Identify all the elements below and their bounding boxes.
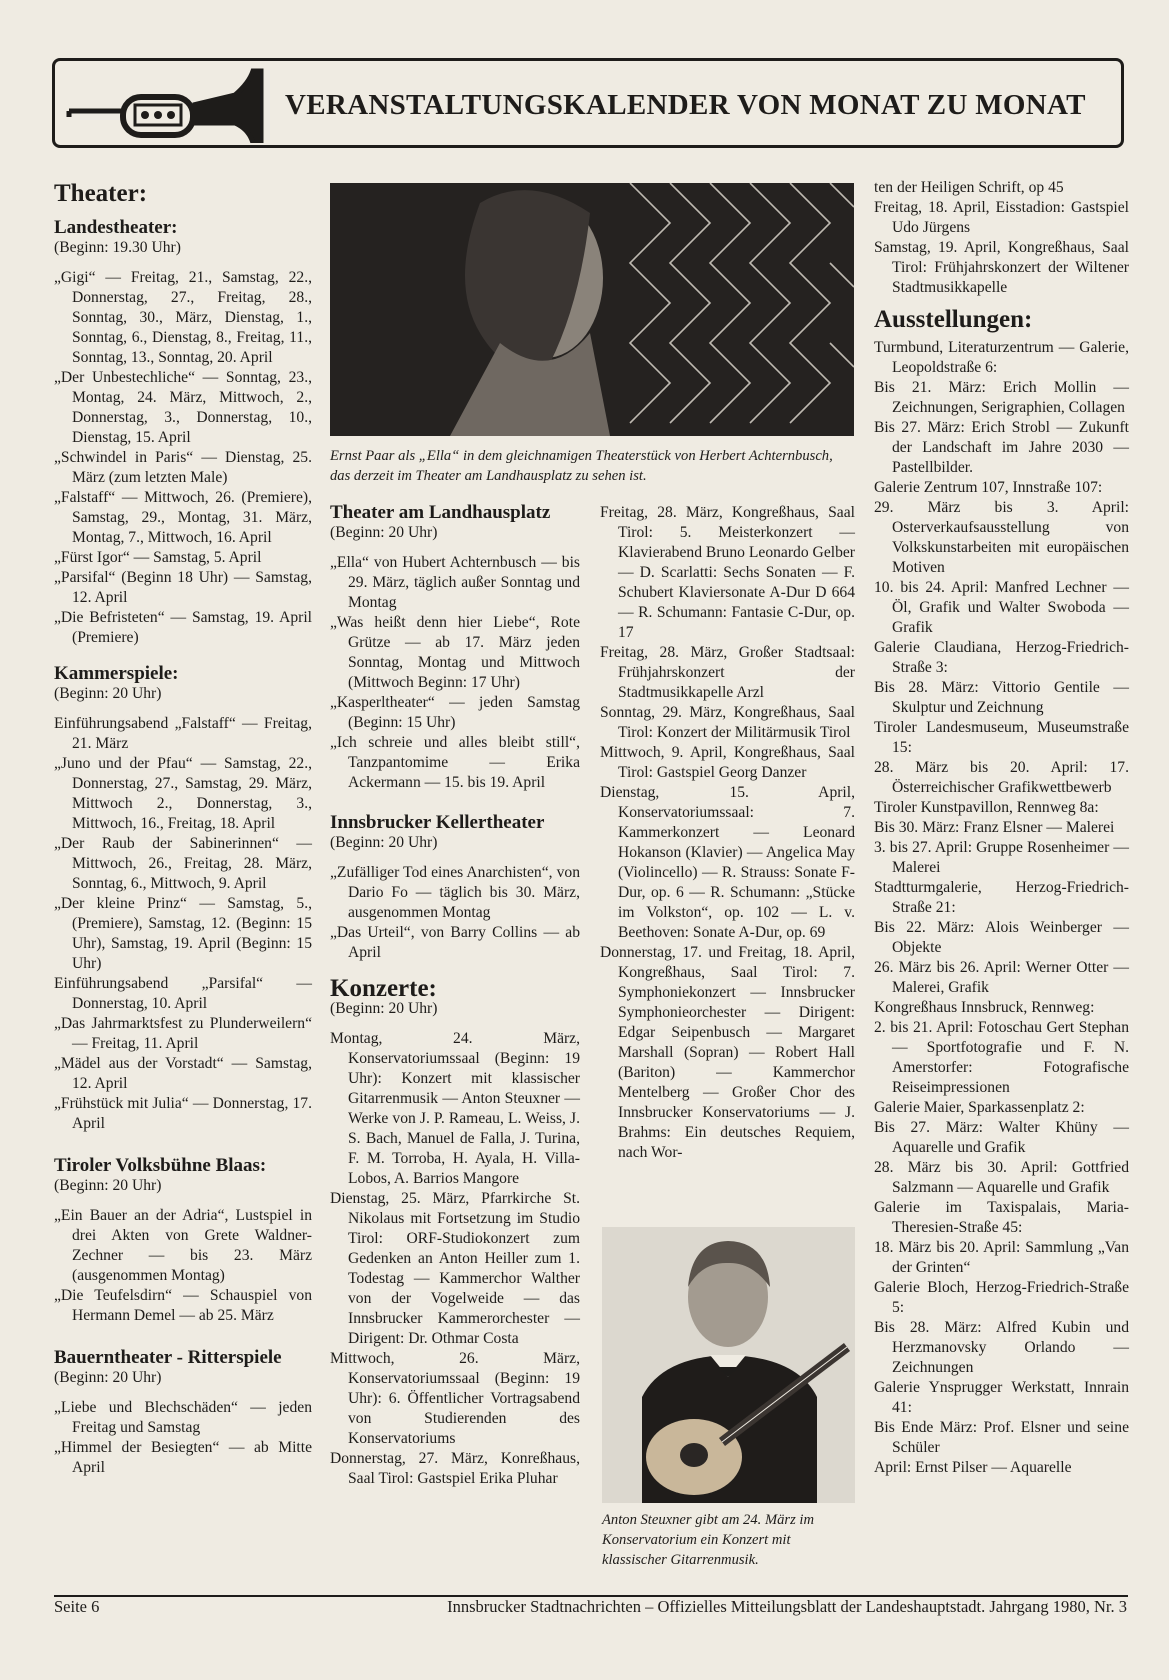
exhibition-entry: 28. März bis 30. April: Gottfried Salzmann — Aquarelle und Grafik bbox=[874, 1159, 1129, 1196]
concert-entry: Freitag, 28. März, Kongreßhaus, Saal Tirol: 5. Meisterkonzert — Klavierabend Bruno Leonardo Gelber — D. Scarlatti: Sechs Sonaten — F. Schubert Klaviersonate A-Dur D 664 — R. Schumann: Fantasie C-Dur, op. 17 bbox=[600, 504, 855, 641]
venue-kellertheater: Innsbrucker Kellertheater bbox=[330, 812, 545, 833]
concert-entry: Donnerstag, 17. und Freitag, 18. April, Kongreßhaus, Saal Tirol: 7. Symphoniekonzert — Innsbrucker Symphonieorchester — Dirigent: Edgar Seipenbusch — Margaret Marshall (Sopran) — Robert Hall (Bariton) — Kammerchor Mentelberg — Großer Chor des Innsbrucker Konservatoriums — J. Brahms: Ein deutsches Requiem, nach Wor- bbox=[600, 944, 855, 1161]
exhibition-entry: Tiroler Kunstpavillon, Rennweg 8a: bbox=[874, 799, 1099, 816]
venue-note: (Beginn: 20 Uhr) bbox=[54, 685, 162, 702]
venue-bauerntheater: Bauerntheater - Ritterspiele bbox=[54, 1347, 282, 1368]
event-entry: „Kasperltheater“ — jeden Samstag (Beginn: 15 Uhr) bbox=[330, 694, 580, 731]
exhibition-entry: Bis Ende März: Prof. Elsner und seine Schüler bbox=[874, 1419, 1129, 1456]
theater-photo-image bbox=[330, 183, 854, 436]
exhibition-entry: Bis 30. März: Franz Elsner — Malerei bbox=[874, 819, 1115, 836]
event-entry: „Das Urteil“, von Barry Collins — ab April bbox=[330, 924, 580, 961]
event-entry: „Ich schreie und alles bleibt still“, Tanzpantomime — Erika Ackermann — 15. bis 19. April bbox=[330, 734, 580, 791]
concert-entry: Freitag, 28. März, Großer Stadtsaal: Frühjahrskonzert der Stadtmusikkapelle Arzl bbox=[600, 644, 855, 701]
concert-entry: Dienstag, 15. April, Konservatoriumssaal: 7. Kammerkonzert — Leonard Hokanson (Klavier) — Angelica May (Violincello) — R. Strauss: Sonate F-Dur, op. 6 — R. Schumann: „Stücke im Volkston“, op. 102 — L. v. Beethoven: Sonate A-Dur, op. 69 bbox=[600, 784, 855, 941]
section-heading-konzerte: Konzerte: bbox=[330, 975, 437, 1002]
section-heading-ausstellungen: Ausstellungen: bbox=[874, 306, 1033, 333]
exhibition-entry: 3. bis 27. April: Gruppe Rosenheimer — Malerei bbox=[874, 839, 1129, 876]
event-entry: „Der Raub der Sabinerinnen“ — Mittwoch, 26., Freitag, 28. März, Sonntag, 6., Mittwoch, 9. April bbox=[54, 835, 312, 892]
event-entry: „Fürst Igor“ — Samstag, 5. April bbox=[54, 549, 262, 566]
exhibition-entry: Galerie Maier, Sparkassenplatz 2: bbox=[874, 1099, 1085, 1116]
event-entry: Einführungsabend „Falstaff“ — Freitag, 21. März bbox=[54, 715, 312, 752]
event-entry: „Liebe und Blechschäden“ — jeden Freitag und Samstag bbox=[54, 1399, 312, 1436]
column-4 bbox=[874, 178, 1129, 1478]
footer-page-number: Seite 6 bbox=[54, 1597, 100, 1616]
concert-entry: Donnerstag, 27. März, Konreßhaus, Saal Tirol: Gastspiel Erika Pluhar bbox=[330, 1450, 580, 1487]
concert-entry: Dienstag, 25. März, Pfarrkirche St. Nikolaus mit Fortsetzung im Studio Tirol: ORF-Studiokonzert zum Gedenken an Anton Heiller zum 1. Todestag — Kammerchor Walther von der Vogelweide — das Innsbrucker Kammerorchester — Dirigent: Dr. Othmar Costa bbox=[330, 1190, 580, 1347]
photo-caption: Anton Steuxner gibt am 24. März im Konservatorium ein Konzert mit klassischer Gitarrenmusik. bbox=[602, 1512, 814, 1568]
event-entry: „Mädel aus der Vorstadt“ — Samstag, 12. April bbox=[54, 1055, 312, 1092]
exhibition-entry: Turmbund, Literaturzentrum — Galerie, Leopoldstraße 6: bbox=[874, 339, 1129, 376]
theater-photo bbox=[330, 183, 854, 436]
event-entry: „Ella“ von Hubert Achternbusch — bis 29. März, täglich außer Sonntag und Montag bbox=[330, 554, 580, 611]
exhibition-entry: Bis 28. März: Vittorio Gentile — Skulptur und Zeichnung bbox=[874, 679, 1129, 716]
event-entry: „Der kleine Prinz“ — Samstag, 5., (Premiere), Samstag, 12. (Beginn: 15 Uhr), Samstag, 19. April (Beginn: 15 Uhr) bbox=[54, 895, 312, 972]
column-3 bbox=[600, 503, 855, 1163]
column-2 bbox=[330, 503, 580, 1489]
exhibition-entry: Bis 21. März: Erich Mollin — Zeichnungen, Serigraphien, Collagen bbox=[874, 379, 1129, 416]
event-entry: „Juno und der Pfau“ — Samstag, 22., Donnerstag, 27., Samstag, 29. März, Mittwoch 2., Donnerstag, 3., Mittwoch, 16., Freitag, 18. April bbox=[54, 755, 312, 832]
exhibition-entry: Bis 27. März: Erich Strobl — Zukunft der Landschaft im Jahre 2030 — Pastellbilder. bbox=[874, 419, 1129, 476]
exhibition-entry: Galerie im Taxispalais, Maria-Theresien-Straße 45: bbox=[874, 1199, 1129, 1236]
section-note: (Beginn: 20 Uhr) bbox=[330, 1000, 438, 1017]
event-entry: „Parsifal“ (Beginn 18 Uhr) — Samstag, 12. April bbox=[54, 569, 312, 606]
event-entry: „Die Befristeten“ — Samstag, 19. April (Premiere) bbox=[54, 609, 312, 646]
event-entry: „Zufälliger Tod eines Anarchisten“, von Dario Fo — täglich bis 30. März, ausgenommen Montag bbox=[330, 864, 580, 921]
exhibition-entry: 28. März bis 20. April: 17. Österreichischer Grafikwettbewerb bbox=[874, 759, 1129, 796]
exhibition-entry: Galerie Claudiana, Herzog-Friedrich-Straße 3: bbox=[874, 639, 1129, 676]
photo-caption: Ernst Paar als „Ella“ in dem gleichnamigen Theaterstück von Herbert Achternbusch, das derzeit im Theater am Landhausplatz zu sehen ist. bbox=[330, 448, 833, 484]
exhibition-entry: Bis 22. März: Alois Weinberger — Objekte bbox=[874, 919, 1129, 956]
masthead bbox=[52, 58, 1124, 148]
event-entry: „Das Jahrmarktsfest zu Plunderweilern“ — Freitag, 11. April bbox=[54, 1015, 312, 1052]
guitarist-photo bbox=[602, 1227, 855, 1503]
exhibition-entry: Bis 28. März: Alfred Kubin und Herzmanovsky Orlando — Zeichnungen bbox=[874, 1319, 1129, 1376]
exhibition-entry: Galerie Bloch, Herzog-Friedrich-Straße 5: bbox=[874, 1279, 1129, 1316]
venue-kammerspiele: Kammerspiele: bbox=[54, 663, 179, 684]
event-entry: „Der Unbestechliche“ — Sonntag, 23., Montag, 24. März, Mittwoch, 2., Donnerstag, 3., Donnerstag, 10., Dienstag, 15. April bbox=[54, 369, 312, 446]
event-entry: „Frühstück mit Julia“ — Donnerstag, 17. April bbox=[54, 1095, 312, 1132]
exhibition-entry: Bis 27. März: Walter Khüny — Aquarelle und Grafik bbox=[874, 1119, 1129, 1156]
exhibition-entry: Galerie Ynsprugger Werkstatt, Innrain 41: bbox=[874, 1379, 1129, 1416]
column-1 bbox=[54, 178, 312, 1478]
event-entry: „Die Teufelsdirn“ — Schauspiel von Hermann Demel — ab 25. März bbox=[54, 1287, 312, 1324]
venue-note: (Beginn: 20 Uhr) bbox=[54, 1369, 162, 1386]
page-title: VERANSTALTUNGSKALENDER VON MONAT ZU MONAT bbox=[285, 89, 1086, 121]
venue-note: (Beginn: 20 Uhr) bbox=[330, 524, 438, 541]
venue-note: (Beginn: 20 Uhr) bbox=[330, 834, 438, 851]
exhibition-entry: April: Ernst Pilser — Aquarelle bbox=[874, 1459, 1072, 1476]
venue-landestheater: Landestheater: bbox=[54, 217, 178, 238]
trumpet-logo-icon bbox=[63, 65, 275, 143]
exhibition-entry: 18. März bis 20. April: Sammlung „Van der Grinten“ bbox=[874, 1239, 1129, 1276]
event-entry: „Falstaff“ — Mittwoch, 26. (Premiere), Samstag, 29., Montag, 31. März, Montag, 7., Mittwoch, 16. April bbox=[54, 489, 312, 546]
concert-entry: Mittwoch, 9. April, Kongreßhaus, Saal Tirol: Gastspiel Georg Danzer bbox=[600, 744, 855, 781]
event-entry: „Schwindel in Paris“ — Dienstag, 25. März (zum letzten Male) bbox=[54, 449, 312, 486]
venue-landhausplatz: Theater am Landhausplatz bbox=[330, 502, 551, 523]
venue-note: (Beginn: 20 Uhr) bbox=[54, 1177, 162, 1194]
event-entry: „Himmel der Besiegten“ — ab Mitte April bbox=[54, 1439, 312, 1476]
concert-entry: Samstag, 19. April, Kongreßhaus, Saal Tirol: Frühjahrskonzert der Wiltener Stadtmusikkapelle bbox=[874, 239, 1129, 296]
exhibition-entry: Kongreßhaus Innsbruck, Rennweg: bbox=[874, 999, 1095, 1016]
section-heading-theater: Theater: bbox=[54, 180, 148, 207]
guitarist-photo-image bbox=[602, 1227, 855, 1503]
event-entry: „Gigi“ — Freitag, 21., Samstag, 22., Donnerstag, 27., Freitag, 28., Sonntag, 30., März, Dienstag, 1., Sonntag, 6., Dienstag, 8., Freitag, 11., Sonntag, 13., Sonntag, 20. April bbox=[54, 269, 312, 366]
footer-publication: Innsbrucker Stadtnachrichten – Offizielles Mitteilungsblatt der Landeshauptstadt. Jahrgang 1980, Nr. 3 bbox=[447, 1597, 1127, 1616]
exhibition-entry: 29. März bis 3. April: Osterverkaufsausstellung von Volkskunstarbeiten mit europäischen Motiven bbox=[874, 499, 1129, 576]
concert-entry: Sonntag, 29. März, Kongreßhaus, Saal Tirol: Konzert der Militärmusik Tirol bbox=[600, 704, 855, 741]
concert-entry: ten der Heiligen Schrift, op 45 bbox=[874, 179, 1064, 196]
concert-entry: Freitag, 18. April, Eisstadion: Gastspiel Udo Jürgens bbox=[874, 199, 1129, 236]
exhibition-entry: 10. bis 24. April: Manfred Lechner — Öl, Grafik und Walter Swoboda — Grafik bbox=[874, 579, 1129, 636]
exhibition-entry: 2. bis 21. April: Fotoschau Gert Stephan — Sportfotografie und F. N. Amerstorfer: Fotografische Reiseimpressionen bbox=[874, 1019, 1129, 1096]
exhibition-entry: Tiroler Landesmuseum, Museumstraße 15: bbox=[874, 719, 1129, 756]
event-entry: Einführungsabend „Parsifal“ — Donnerstag, 10. April bbox=[54, 975, 312, 1012]
event-entry: „Ein Bauer an der Adria“, Lustspiel in drei Akten von Grete Waldner-Zechner — bis 23. März (ausgenommen Montag) bbox=[54, 1207, 312, 1284]
venue-volksbuehne: Tiroler Volksbühne Blaas: bbox=[54, 1155, 267, 1176]
concert-entry: Montag, 24. März, Konservatoriumssaal (Beginn: 19 Uhr): Konzert mit klassischer Gitarrenmusik — Anton Steuxner — Werke von J. P. Rameau, L. Weiss, J. S. Bach, Manuel de Falla, J. Turina, F. M. Torroba, H. Ayala, H. Villa-Lobos, A. Barrios Mangore bbox=[330, 1030, 580, 1187]
concert-entry: Mittwoch, 26. März, Konservatoriumssaal (Beginn: 19 Uhr): 6. Öffentlicher Vortragsabend von Studierenden des Konservatoriums bbox=[330, 1350, 580, 1447]
exhibition-entry: Galerie Zentrum 107, Innstraße 107: bbox=[874, 479, 1103, 496]
venue-note: (Beginn: 19.30 Uhr) bbox=[54, 239, 181, 256]
exhibition-entry: 26. März bis 26. April: Werner Otter — Malerei, Grafik bbox=[874, 959, 1129, 996]
event-entry: „Was heißt denn hier Liebe“, Rote Grütze — ab 17. März jeden Sonntag, Montag und Mittwoch (Mittwoch Beginn: 17 Uhr) bbox=[330, 614, 580, 691]
exhibition-entry: Stadtturmgalerie, Herzog-Friedrich-Straße 21: bbox=[874, 879, 1129, 916]
